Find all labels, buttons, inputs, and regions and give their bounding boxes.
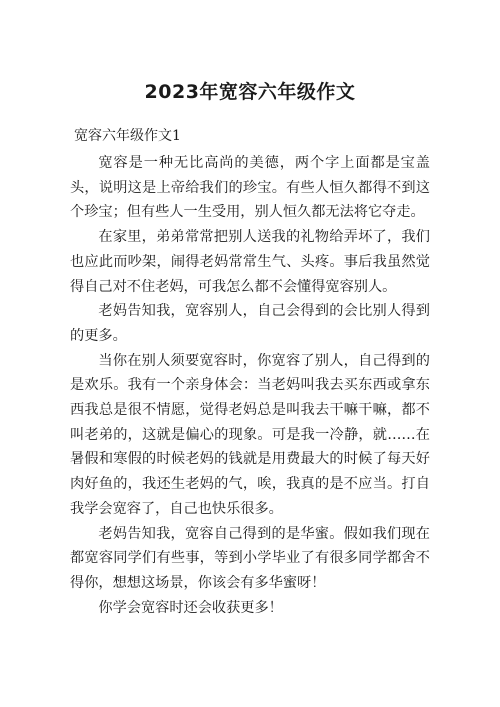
document-title: 2023年宽容六年级作文 (144, 81, 356, 103)
paragraph-2: 在家里，弟弟常常把别人送我的礼物给弄坏了，我们也应此而吵架，闹得老妈常常生气、头疼。事后我虽然觉得自己对不住老妈，可我怎么都不会懂得宽容别人。 (70, 229, 430, 295)
paragraph-4: 当你在别人须要宽容时，你宽容了别人，自己得到的是欢乐。我有一个亲身体会：当老妈叫我去买东西或拿东西我总是很不情愿，觉得老妈总是叫我去干嘛干嘛，都不叫老弟的，这就是偏心的现象。可是我一冷静，就……在暑假和寒假的时候老妈的钱就是用费最大的时候了每天好肉好鱼的，我还生老妈的气，唉，我真的是不应当。打自我学会宽容了，自己也快乐很多。 (70, 352, 430, 517)
document-body (70, 151, 430, 620)
paragraph-5: 老妈告知我，宽容自己得到的是华蜜。假如我们现在都宽容同学们有些事，等到小学毕业了有很多同学都舍不得你，想想这场景，你该会有多华蜜呀！ (70, 525, 430, 591)
paragraph-6: 你学会宽容时还会收获更多！ (98, 599, 283, 616)
paragraph-3: 老妈告知我，宽容别人，自己会得到的会比别人得到的更多。 (70, 303, 430, 344)
paragraph-1: 宽容是一种无比高尚的美德，两个字上面都是宝盖头，说明这是上帝给我们的珍宝。有些人恒久都得不到这个珍宝；但有些人一生受用，别人恒久都无法将它夺走。 (70, 155, 430, 221)
section-heading: 宽容六年级作文1 (74, 128, 181, 144)
